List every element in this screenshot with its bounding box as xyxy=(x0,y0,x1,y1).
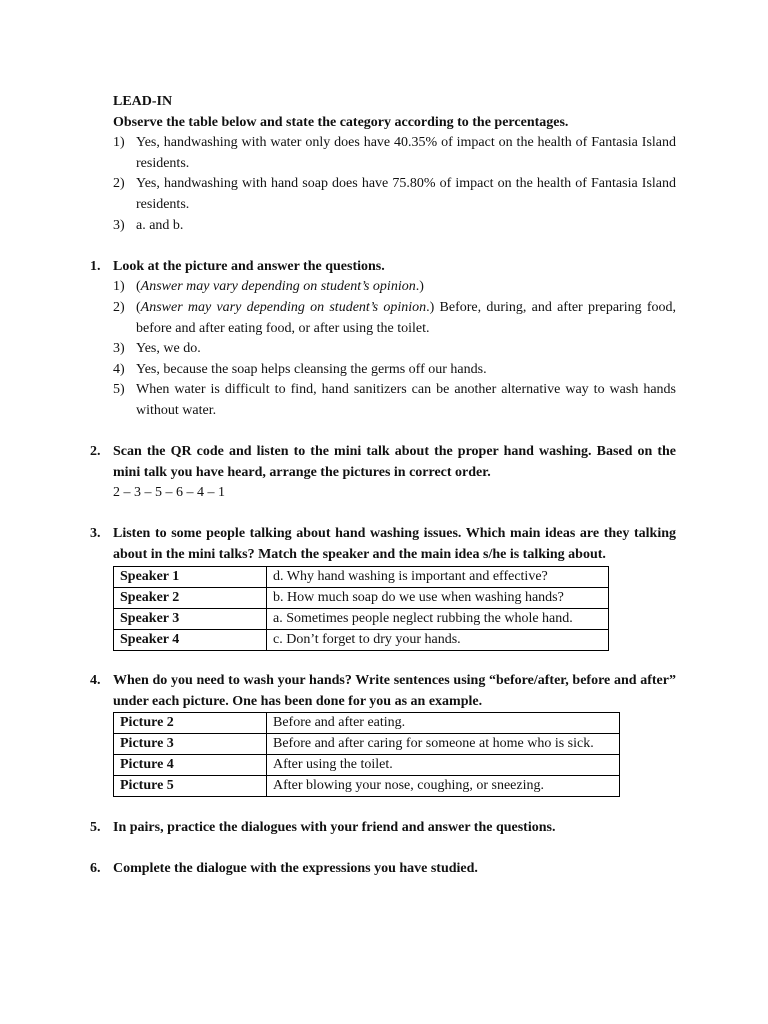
item-text: Yes, handwashing with water only does have 40.35% of impact on the health of Fantasia Island residents. xyxy=(136,135,676,171)
list-item xyxy=(113,380,676,421)
section-number: 2. xyxy=(90,444,101,460)
item-number: 2) xyxy=(113,299,125,315)
item-italic-text: Answer may vary depending on student’s opinion xyxy=(140,299,427,315)
item-italic-text: Answer may vary depending on student’s opinion xyxy=(140,279,416,295)
section-number: 6. xyxy=(90,861,101,877)
list-item xyxy=(113,339,676,360)
item-number: 1) xyxy=(113,279,125,295)
row-value: c. Don’t forget to dry your hands. xyxy=(267,629,609,650)
row-value: Before and after eating. xyxy=(267,713,620,734)
table-row xyxy=(114,608,609,629)
section-heading: Scan the QR code and listen to the mini talk about the proper hand washing. Based on the mini talk you have heard, arrange the pictures in correct order. xyxy=(113,444,676,480)
section-heading: Look at the picture and answer the questions. xyxy=(113,258,385,274)
section-number: 4. xyxy=(90,673,101,689)
table-row xyxy=(114,629,609,650)
item-text: When water is difficult to find, hand sanitizers can be another alternative way to wash hands without water. xyxy=(136,382,676,418)
section-6 xyxy=(0,859,768,880)
list-item xyxy=(113,360,676,381)
section-heading: Complete the dialogue with the expressions you have studied. xyxy=(113,861,478,877)
section-number: 1. xyxy=(90,258,101,274)
table-row xyxy=(114,713,620,734)
item-text: .) Before, during, and after preparing food, before and after eating food, or after using the toilet. xyxy=(136,299,676,336)
item-number: 3) xyxy=(113,217,125,233)
lead-in-section xyxy=(0,92,768,236)
section-1-answers xyxy=(0,277,768,421)
table-row xyxy=(114,776,620,797)
item-number: 4) xyxy=(113,361,125,377)
item-text: Yes, we do. xyxy=(136,341,201,357)
section-1 xyxy=(0,257,768,422)
lead-in-title: LEAD-IN xyxy=(113,94,173,109)
section-3 xyxy=(0,524,768,650)
lead-in-answers xyxy=(0,133,768,236)
table-row xyxy=(114,755,620,776)
table-row xyxy=(114,734,620,755)
row-value: After blowing your nose, coughing, or sneezing. xyxy=(267,776,620,797)
row-label: Speaker 2 xyxy=(114,587,267,608)
row-value: d. Why hand washing is important and effective? xyxy=(267,566,609,587)
lead-in-instruction: Observe the table below and state the category according to the percentages. xyxy=(113,114,569,130)
row-label: Picture 4 xyxy=(114,755,267,776)
row-value: b. How much soap do we use when washing hands? xyxy=(267,587,609,608)
item-text: ( xyxy=(136,279,141,295)
section-heading: When do you need to wash your hands? Write sentences using “before/after, before and after” under each picture. One has been done for you as an example. xyxy=(113,673,676,709)
item-text: ( xyxy=(136,299,141,315)
row-label: Picture 2 xyxy=(114,713,267,734)
row-value: After using the toilet. xyxy=(267,755,620,776)
item-text: Yes, because the soap helps cleansing the germs off our hands. xyxy=(136,361,487,377)
row-label: Picture 5 xyxy=(114,776,267,797)
row-value: Before and after caring for someone at home who is sick. xyxy=(267,734,620,755)
item-text: .) xyxy=(415,279,424,295)
table-row xyxy=(114,566,609,587)
table-row xyxy=(114,587,609,608)
item-number: 5) xyxy=(113,382,125,398)
list-item xyxy=(113,277,676,298)
row-value: a. Sometimes people neglect rubbing the whole hand. xyxy=(267,608,609,629)
row-label: Picture 3 xyxy=(114,734,267,755)
section-4 xyxy=(0,671,768,797)
item-number: 2) xyxy=(113,176,125,192)
section-heading: In pairs, practice the dialogues with your friend and answer the questions. xyxy=(113,820,556,836)
row-label: Speaker 4 xyxy=(114,629,267,650)
row-label: Speaker 1 xyxy=(114,566,267,587)
row-label: Speaker 3 xyxy=(114,608,267,629)
item-number: 1) xyxy=(113,135,125,151)
item-text: a. and b. xyxy=(136,217,184,233)
document-page xyxy=(0,92,768,880)
item-number: 3) xyxy=(113,341,125,357)
section-number: 3. xyxy=(90,526,101,542)
speaker-match-table xyxy=(113,566,609,651)
section-2 xyxy=(0,442,768,504)
list-item xyxy=(113,298,676,339)
list-item xyxy=(113,174,676,215)
list-item xyxy=(113,133,676,174)
picture-sentence-table xyxy=(113,712,620,797)
list-item xyxy=(113,216,676,237)
section-5 xyxy=(0,818,768,839)
section-heading: Listen to some people talking about hand washing issues. Which main ideas are they talking about in the mini talks? Match the speaker and the main idea s/he is talking about. xyxy=(113,526,676,563)
item-text: Yes, handwashing with hand soap does have 75.80% of impact on the health of Fantasia Island residents. xyxy=(136,176,676,212)
order-answer: 2 – 3 – 5 – 6 – 4 – 1 xyxy=(113,485,225,501)
section-number: 5. xyxy=(90,820,101,836)
